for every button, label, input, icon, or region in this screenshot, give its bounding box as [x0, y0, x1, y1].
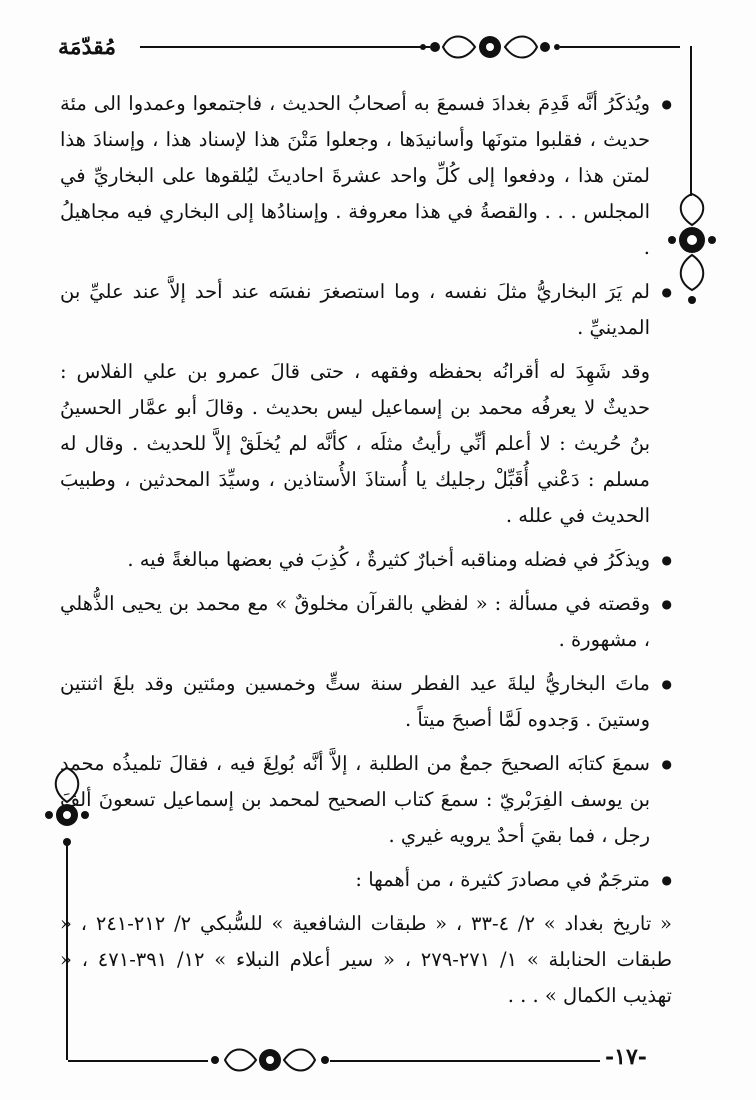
paragraph: ● لم يَرَ البخاريُّ مثلَ نفسه ، وما استصغرَ نفسَه عند أحد إلاَّ عند عليِّ بن المدينيِّ . [60, 274, 672, 346]
top-rule-right [560, 46, 680, 48]
bottom-floral-ornament [200, 1040, 340, 1080]
page-number: -١٧- [605, 1044, 647, 1070]
right-vertical-rule [690, 46, 692, 196]
bottom-rule-right [330, 1060, 600, 1062]
page-header-title: مُقدّمَة [58, 34, 117, 60]
paragraph: ● وقصته في مسألة : « لفظي بالقرآن مخلوقٌ » مع محمد بن يحيى الذُّهلي ، مشهورة . [60, 586, 672, 658]
top-floral-ornament [415, 28, 565, 68]
bottom-rule [68, 1060, 208, 1062]
paragraph: وقد شَهِدَ له أقرانُه بحفظه وفقهه ، حتى قالَ عمرو بن علي الفلاس : حديثٌ لا يعرفُه محمد بن إسماعيل ليس بحديث . وقالَ أبو عمَّار الحسينُ بنُ حُريث : لا أعلم أنِّي رأيتُ مثلَه ، كأنَّه لم يُخلَقْ إلاَّ للحديث . وقال له مسلم : دَعْني أُقَبِّلْ رجليك يا أُستاذَ الأُستاذين ، وسيِّدَ المحدثين ، وطبيبَ الحديث في علله . [60, 360, 650, 527]
paragraph: ● سمعَ كتابَه الصحيحَ جمعٌ من الطلبة ، إلاَّ أنَّه بُولِغَ فيه ، فقالَ تلميذُه محمد بن يوسف الفِرَبْريّ : سمعَ كتاب الصحيح لمحمد بن إسماعيل تسعونَ ألفَ رجل ، فما بقيَ أحدٌ يرويه غيري . [60, 746, 672, 854]
main-text [60, 86, 672, 1022]
top-rule [140, 46, 430, 48]
paragraph: ● ماتَ البخاريُّ ليلةَ عيد الفطر سنة ستٍّ وخمسين ومئتين وقد بلغَ اثنتين وستينَ . وَجدوه لَمَّا أصبحَ ميتاً . [60, 666, 672, 738]
references-paragraph: « تاريخ بغداد » ٢/ ٤-٣٣ ، « طبقات الشافعية » للسُّبكي ٢/ ٢١٢-٢٤١ ، « طبقات الحنابلة » ١/ ٢٧١-٢٧٩ ، « سير أعلام النبلاء » ١٢/ ٣٩١-٤٧١ ، « تهذيب الكمال » . . . [60, 912, 673, 1007]
paragraph: ● مترجَمٌ في مصادرَ كثيرة ، من أهمها : [60, 862, 672, 898]
paragraph: ● ويُذكَرُ أنَّه قَدِمَ بغدادَ فسمعَ به أصحابُ الحديث ، فاجتمعوا وعمدوا الى مئة حديث ، فقلبوا متونَها وأسانيدَها ، وجعلوا مَتْنَ هذا لإسناد هذا ، وإسنادَ هذا لمتن هذا ، ودفعوا إلى كُلِّ واحد عشرةَ احاديثَ ليُلقوها على البخاريِّ في المجلس . . . والقصةُ في هذا معروفة . وإسنادُها إلى البخاري فيه مجاهيلُ . [60, 86, 672, 266]
paragraph: ● ويذكَرُ في فضله ومناقبه أخبارٌ كثيرةٌ ، كُذِبَ في بعضها مبالغةً فيه . [60, 542, 672, 578]
